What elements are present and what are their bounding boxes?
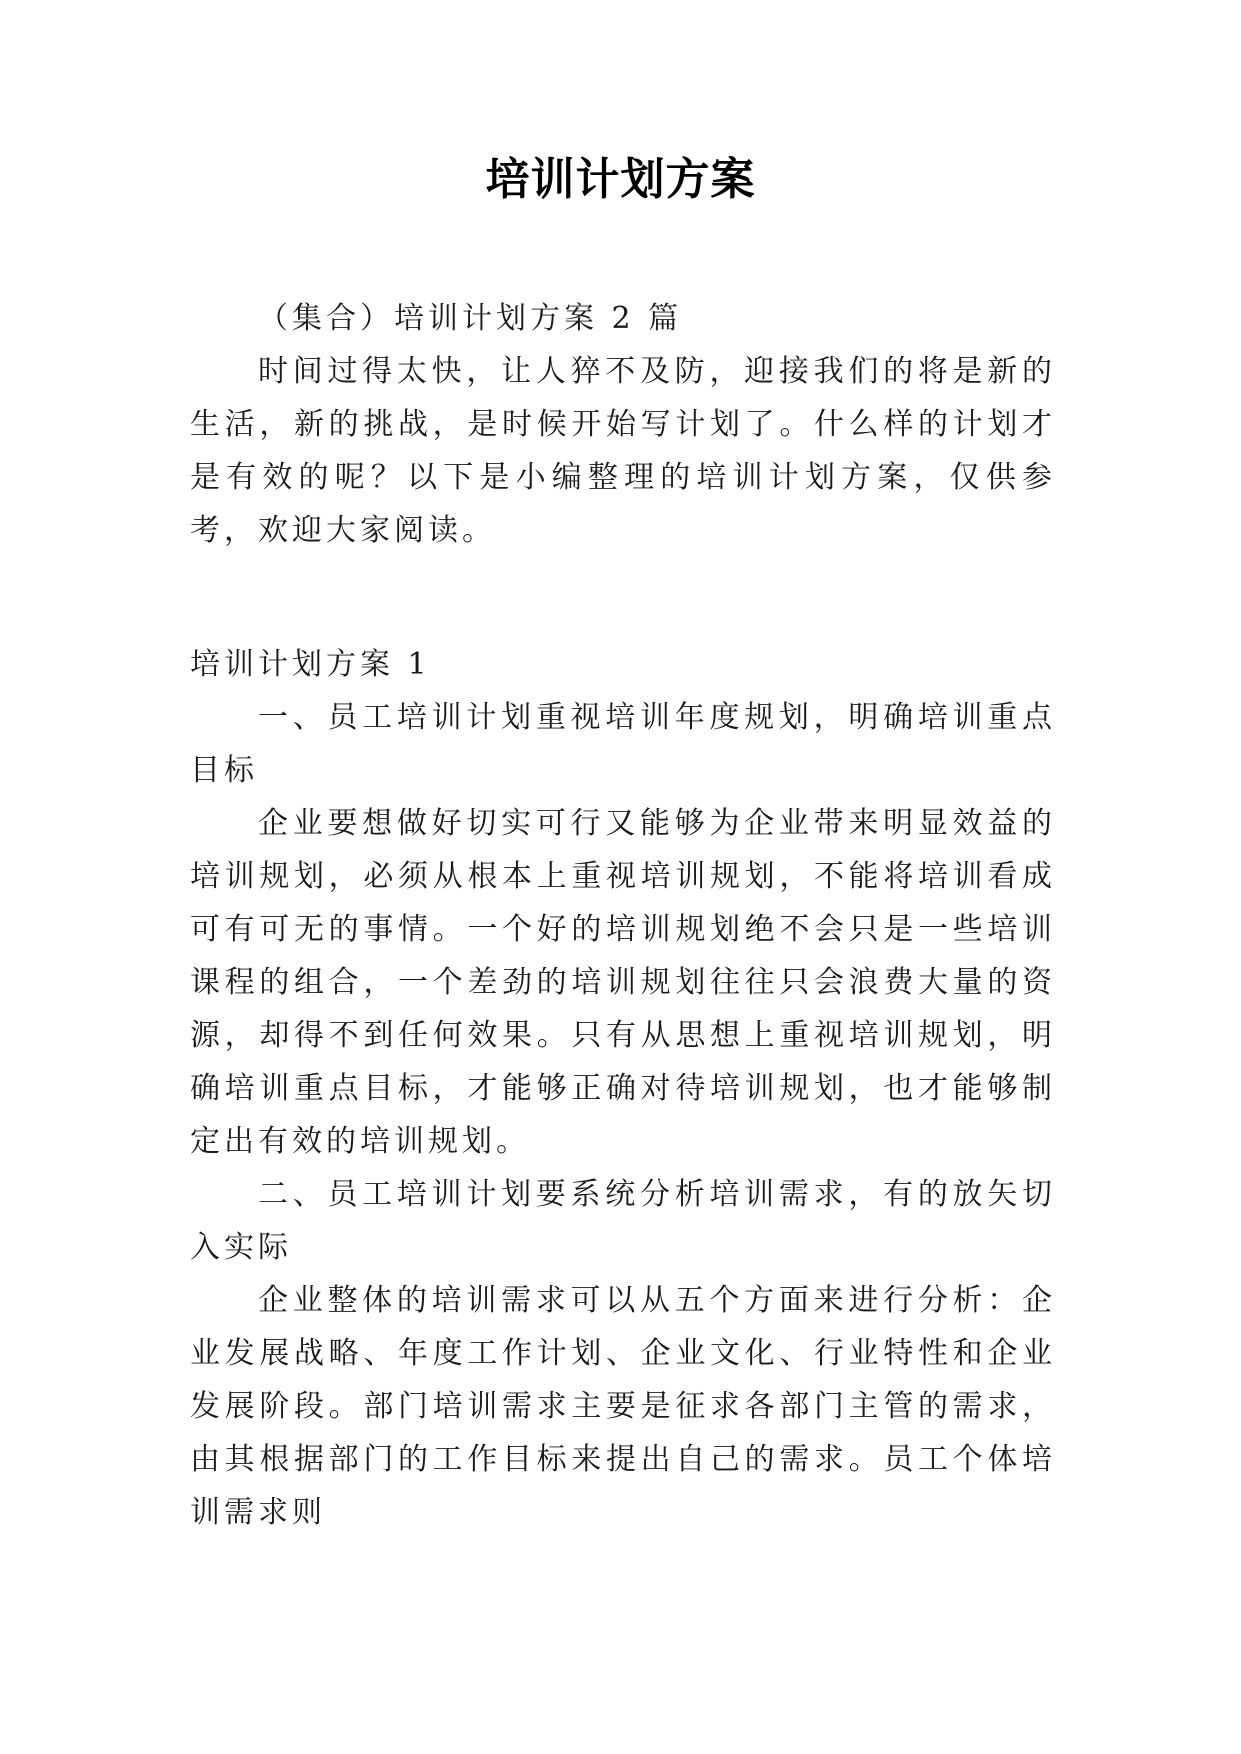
section-paragraph-1: 企业要想做好切实可行又能够为企业带来明显效益的培训规划，必须从根本上重视培训规划，不能将培训看成可有可无的事情。一个好的培训规划绝不会只是一些培训课程的组合，一个差劲的培训规划往往只会浪费大量的资源，却得不到任何效果。只有从思想上重视培训规划，明确培训重点目标，才能够正确对待培训规划，也才能够制定出有效的培训规划。: [190, 806, 1056, 1159]
intro-paragraph: 时间过得太快，让人猝不及防，迎接我们的将是新的生活，新的挑战，是时候开始写计划了。什么样的计划才是有效的呢？以下是小编整理的培训计划方案，仅供参考，欢迎大家阅读。: [190, 354, 1056, 548]
document-subtitle: （集合）培训计划方案 2 篇: [258, 301, 683, 336]
section-1-block: [190, 638, 1056, 1539]
section-title: 培训计划方案 1: [190, 647, 431, 682]
document-title: 培训计划方案: [485, 154, 756, 205]
section-heading-2: 二、员工培训计划要系统分析培训需求，有的放矢切入实际: [190, 1177, 1056, 1265]
section-heading-1: 一、员工培训计划重视培训年度规划，明确培训重点目标: [190, 700, 1056, 788]
section-paragraph-2: 企业整体的培训需求可以从五个方面来进行分析：企业发展战略、年度工作计划、企业文化、行业特性和企业发展阶段。部门培训需求主要是征求各部门主管的需求，由其根据部门的工作目标来提出自己的需求。员工个体培训需求则: [190, 1283, 1056, 1530]
intro-block: [190, 292, 1056, 557]
